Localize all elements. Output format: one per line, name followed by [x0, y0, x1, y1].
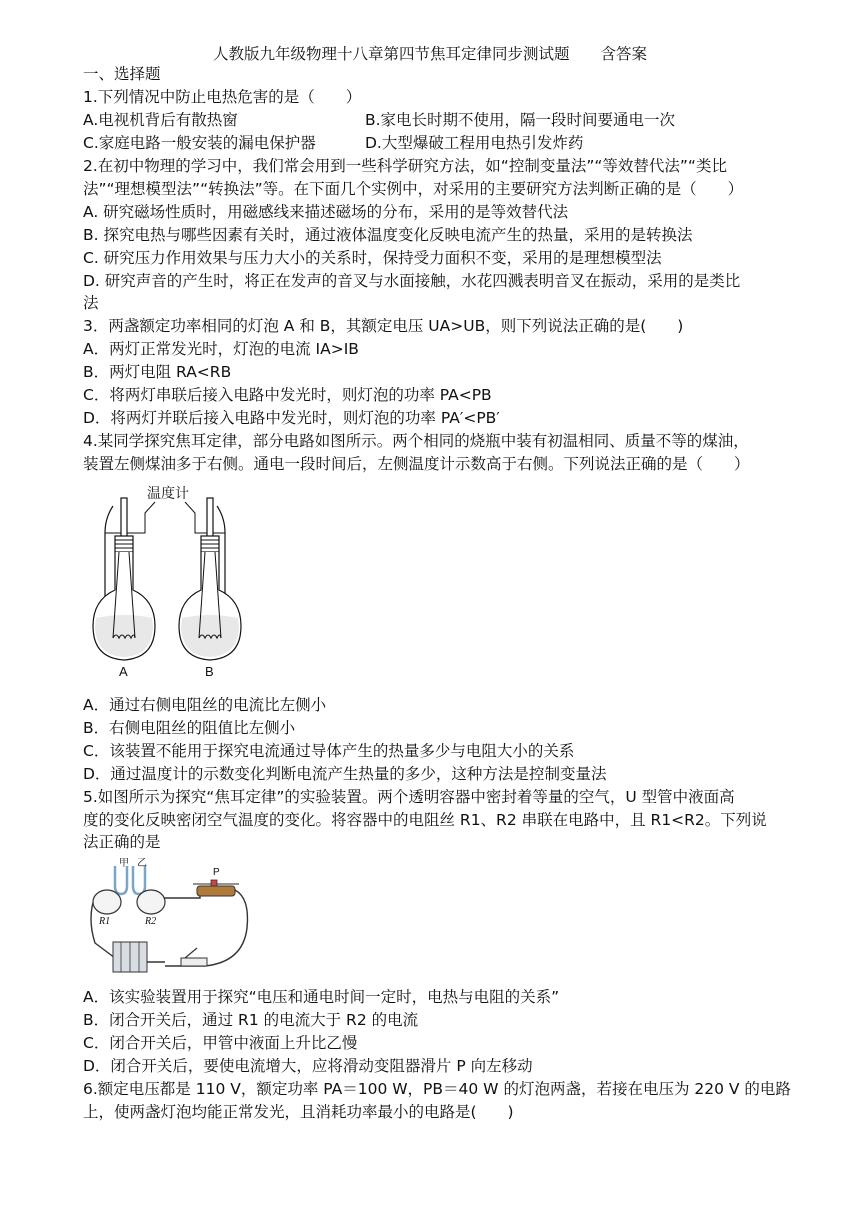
label-yi: 乙 — [137, 858, 147, 869]
battery-pack — [113, 942, 147, 972]
q2-stem-line1: 2.在初中物理的学习中，我们常会用到一些科学研究方法，如“控制变量法”“等效替代法”“类比 — [83, 157, 727, 175]
q4-option-c: C．该装置不能用于探究电流通过导体产生的热量多少与电阻大小的关系 — [83, 742, 575, 760]
switch — [181, 948, 207, 966]
q5-stem-line1: 5.如图所示为探究“焦耳定律”的实验装置。两个透明容器中密封着等量的空气，U 型管中液面高 — [83, 788, 735, 806]
q4-stem-line2: 装置左侧煤油多于右侧。通电一段时间后，左侧温度计示数高于右侧。下列说法正确的是（ ） — [83, 455, 750, 473]
flask-b — [179, 498, 241, 679]
q3-option-a: A．两灯正常发光时，灯泡的电流 IA>IB — [83, 340, 359, 358]
q2-option-a: A. 研究磁场性质时，用磁感线来描述磁场的分布，采用的是等效替代法 — [83, 203, 569, 221]
q1-stem: 1.下列情况中防止电热危害的是（ ） — [83, 88, 362, 106]
thermometer-label: 温度计 — [147, 485, 189, 501]
q4-stem-line1: 4.某同学探究焦耳定律，部分电路如图所示。两个相同的烧瓶中装有初温相同、质量不等的煤油， — [83, 432, 749, 450]
q1-option-b: B.家电长时期不使用，隔一段时间要通电一次 — [365, 111, 676, 129]
q5-stem-line3: 法正确的是 — [83, 833, 161, 851]
rheostat — [193, 880, 239, 896]
q4-option-b: B．右侧电阻丝的阻值比左侧小 — [83, 719, 296, 737]
q6-stem-line2: 上，使两盏灯泡均能正常发光，且消耗功率最小的电路是( ) — [83, 1103, 514, 1121]
q4-option-a: A．通过右侧电阻丝的电流比左侧小 — [83, 696, 327, 714]
q5-option-d: D．闭合开关后，要使电流增大，应将滑动变阻器滑片 P 向左移动 — [83, 1057, 533, 1075]
q5-option-b: B．闭合开关后，通过 R1 的电流大于 R2 的电流 — [83, 1011, 419, 1029]
label-r2: R2 — [145, 916, 157, 927]
q2-stem-line2: 法”“理想模型法”“转换法”等。在下面几个实例中，对采用的主要研究方法判断正确的是（ ） — [83, 180, 744, 198]
q6-stem-line1: 6.额定电压都是 110 V，额定功率 PA＝100 W，PB＝40 W 的灯泡两盏，若接在电压为 220 V 的电路 — [83, 1080, 791, 1098]
q3-stem: 3．两盏额定功率相同的灯泡 A 和 B，其额定电压 UA>UB，则下列说法正确的是( ) — [83, 317, 684, 335]
container-r1 — [93, 890, 121, 914]
q4-option-d: D．通过温度计的示数变化判断电流产生热量的多少，这种方法是控制变量法 — [83, 765, 607, 783]
q2-option-c: C. 研究压力作用效果与压力大小的关系时，保持受力面积不变，采用的是理想模型法 — [83, 249, 662, 267]
q1-option-a: A.电视机背后有散热窗 — [83, 111, 238, 129]
q2-option-d-line1: D. 研究声音的产生时，将正在发声的音叉与水面接触，水花四溅表明音叉在振动，采用的是类比 — [83, 272, 741, 290]
u-tube-yi — [133, 866, 145, 894]
label-r1: R1 — [99, 916, 111, 927]
joule-law-apparatus-figure — [85, 858, 255, 976]
section-heading: 一、选择题 — [83, 65, 161, 83]
q2-option-b: B. 探究电热与哪些因素有关时，通过液体温度变化反映电流产生的热量，采用的是转换法 — [83, 226, 693, 244]
flask-apparatus-figure — [85, 478, 255, 688]
container-r2 — [137, 890, 165, 914]
q5-option-a: A．该实验装置用于探究“电压和通电时间一定时，电热与电阻的关系” — [83, 988, 560, 1006]
u-tube-jia — [115, 866, 127, 894]
q2-option-d-line2: 法 — [83, 294, 99, 312]
q3-option-c: C．将两灯串联后接入电路中发光时，则灯泡的功率 PA<PB — [83, 386, 492, 404]
q1-option-d: D.大型爆破工程用电热引发炸药 — [365, 134, 584, 152]
label-p: P — [213, 867, 220, 878]
flask-b-label: B — [205, 664, 214, 679]
flask-a — [93, 498, 155, 679]
q3-option-d: D．将两灯并联后接入电路中发光时，则灯泡的功率 PA′<PB′ — [83, 409, 500, 427]
q1-option-c: C.家庭电路一般安装的漏电保护器 — [83, 134, 316, 152]
flask-a-label: A — [119, 664, 128, 679]
q5-option-c: C．闭合开关后，甲管中液面上升比乙慢 — [83, 1034, 358, 1052]
document-title: 人教版九年级物理十八章第四节焦耳定律同步测试题 含答案 — [212, 45, 647, 63]
label-jia: 甲 — [119, 858, 129, 869]
q5-stem-line2: 度的变化反映密闭空气温度的变化。将容器中的电阻丝 R1、R2 串联在电路中，且 R1<R2。下列说 — [83, 811, 767, 829]
q3-option-b: B．两灯电阻 RA<RB — [83, 363, 232, 381]
